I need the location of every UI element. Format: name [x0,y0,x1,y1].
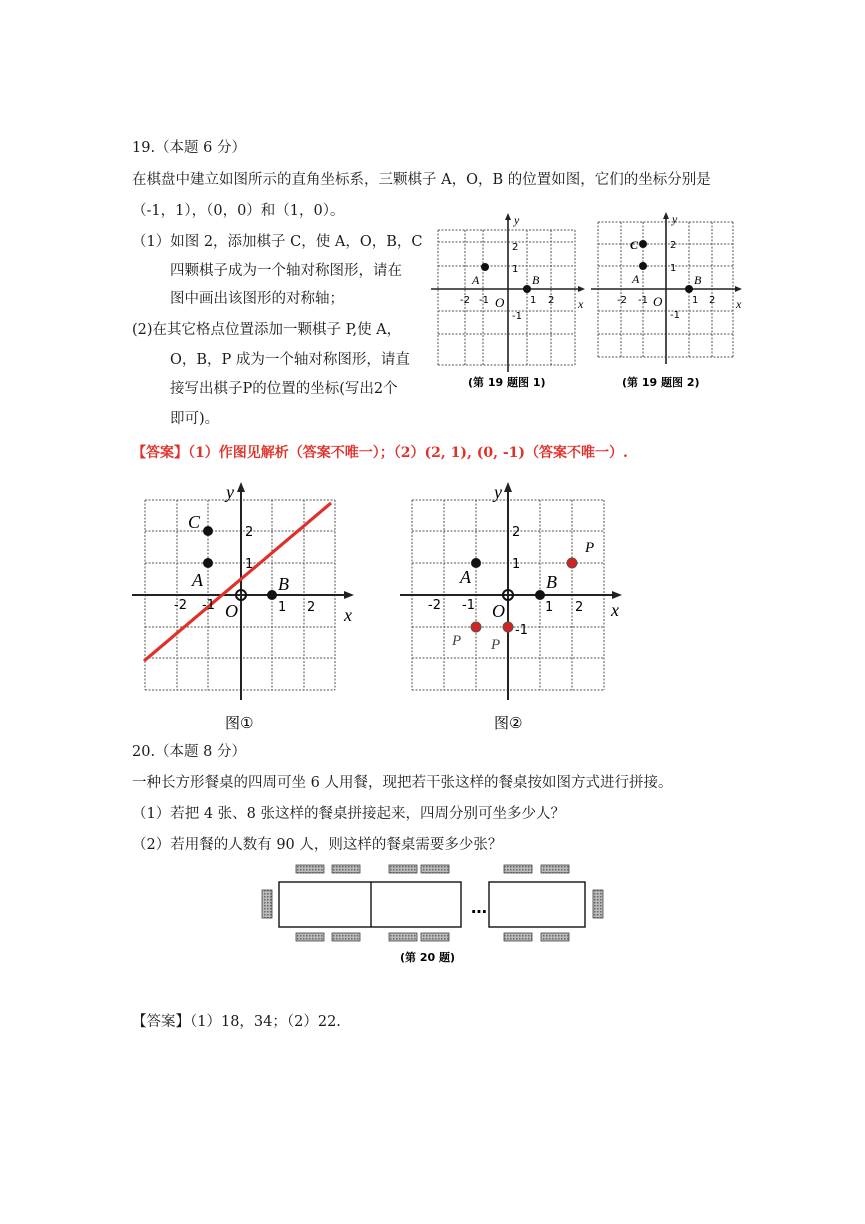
q19-part1-line1: （1）如图 2，添加棋子 C，使 A，O，B，C [132,234,423,250]
point-p-marker-0-neg1 [503,622,513,632]
tick-y-neg1: -1 [515,623,528,638]
tick-y-2: 2 [670,240,677,251]
point-p-label-2-1: P [585,540,595,556]
point-b-marker [267,590,277,600]
q20-line1: 一种长方形餐桌的四周可坐 6 人用餐，现把若干张这样的餐桌按如图方式进行拼接。 [132,775,673,791]
tick-x-neg1: -1 [638,295,648,306]
point-p-marker-neg1-neg1 [471,622,481,632]
point-b-marker [523,285,531,293]
tick-y-2: 2 [512,525,521,540]
point-p-label-neg1-neg1: P [452,633,462,649]
point-a-marker [481,263,489,271]
y-axis-label: y [494,482,502,502]
q19-line1: 在棋盘中建立如图所示的直角坐标系，三颗棋子 A，O，B 的位置如图，它们的坐标分别是 [132,172,711,188]
tick-y-2: 2 [512,242,519,253]
tick-x-1: 1 [278,600,287,615]
point-b-label: B [694,273,702,287]
q19-part1-line3: 图中画出该图形的对称轴； [170,291,344,307]
tick-x-2: 2 [307,600,316,615]
point-a-label: A [632,272,640,286]
tick-x-neg1: -1 [479,295,489,306]
q19-answer: 【答案】（1）作图见解析（答案不唯一）；（2）(2, 1), (0, -1)（答案不唯一）. [132,445,628,461]
point-c-label: C [630,238,639,252]
tick-x-1: 1 [692,295,699,306]
point-b-label: B [278,574,289,594]
y-axis-label: y [672,212,678,226]
tick-y-neg1: -1 [512,311,522,322]
tick-y-1: 1 [512,264,519,275]
q19-part1-line2: 四颗棋子成为一个轴对称图形，请在 [170,263,402,279]
q19-part2-line2: O，B，P 成为一个轴对称图形，请直 [170,352,410,368]
tick-x-2: 2 [575,600,584,615]
answer-fig1-caption: 图① [225,714,254,732]
answer-figure-2 [398,482,638,737]
q19-part2-line4: 即可)。 [170,411,220,427]
tick-x-neg2: -2 [460,295,470,306]
point-c-label: C [188,512,201,532]
x-axis-label: x [611,600,619,620]
point-c-marker [203,526,213,536]
answer-fig2-caption: 图② [494,714,523,732]
tick-x-neg2: -2 [174,598,187,613]
q20-caption: (第 20 题) [400,951,456,964]
origin-label: O [225,601,238,621]
dining-table-pair [279,882,461,927]
tick-y-1: 1 [670,263,677,274]
tick-x-2: 2 [548,295,555,306]
tick-y-1: 1 [512,557,521,572]
tick-y-2: 2 [245,525,254,540]
ellipsis: … [471,898,487,917]
tick-x-1: 1 [545,600,554,615]
origin-label: O [653,294,663,309]
tick-x-2: 2 [709,295,716,306]
point-b-marker [685,285,693,293]
q20-answer: 【答案】（1）18，34；（2）22. [132,1014,341,1030]
q19-fig2-caption: (第 19 题图 2) [622,376,700,389]
q19-figure-1 [428,212,588,397]
q19-title: 19.（本题 6 分） [132,140,247,156]
point-a-marker [639,262,647,270]
point-c-marker [639,240,647,248]
tick-x-1: 1 [530,295,537,306]
x-axis-label: x [736,297,742,311]
tick-x-neg1: -1 [462,598,475,613]
y-axis-label: y [514,213,520,227]
x-axis-label: x [578,297,584,311]
q19-figure-2 [588,212,748,397]
point-b-label: B [546,572,557,592]
point-b-label: B [532,273,540,287]
point-p-marker-2-1 [567,558,577,568]
origin-label: O [492,601,505,621]
tick-x-neg1: -1 [202,598,215,613]
point-a-label: A [192,570,203,590]
symmetry-axis-line [144,503,331,661]
x-axis-label: x [344,605,352,625]
point-a-label: A [460,567,471,587]
q19-line2: （-1，1），（0，0）和（1，0）。 [132,203,345,219]
point-p-label-0-neg1: P [491,637,501,653]
tick-y-1: 1 [245,557,254,572]
q19-fig1-caption: (第 19 题图 1) [468,376,546,389]
q20-question2: （2）若用餐的人数有 90 人，则这样的餐桌需要多少张？ [132,837,503,853]
point-a-marker [471,558,481,568]
q19-part2-line1: (2)在其它格点位置添加一颗棋子 P,使 A， [132,322,402,338]
q19-part2-line3: 接写出棋子P的位置的坐标(写出2个 [170,381,398,397]
origin-label: O [495,295,505,310]
tick-y-neg1: -1 [670,310,680,321]
tick-x-neg2: -2 [428,598,441,613]
y-axis-label: y [226,482,234,502]
q20-tables-figure [255,860,615,970]
q20-question1: （1）若把 4 张、8 张这样的餐桌拼接起来，四周分别可坐多少人？ [132,806,566,822]
point-b-marker [535,590,545,600]
dining-table-last [489,882,585,927]
q20-title: 20.（本题 8 分） [132,744,247,760]
point-a-label: A [472,273,480,287]
tick-x-neg2: -2 [617,295,627,306]
point-a-marker [203,558,213,568]
answer-figure-1 [130,482,370,737]
